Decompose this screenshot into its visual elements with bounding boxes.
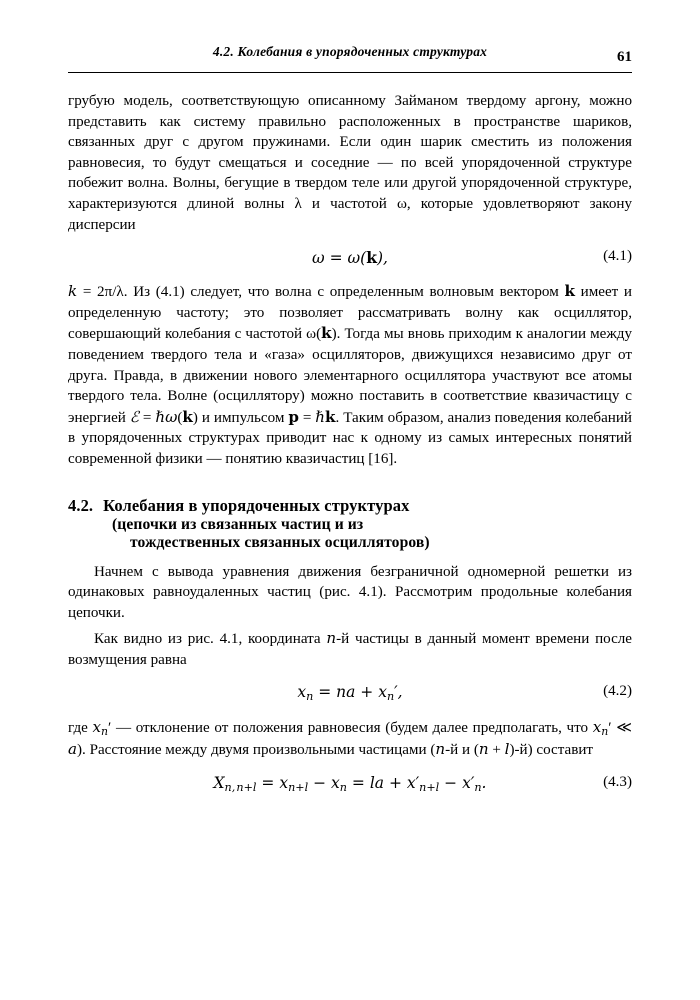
equation-4-1 xyxy=(68,248,632,268)
equation-4-3-number: (4.3) xyxy=(603,774,632,791)
paragraph-4: Как видно из рис. 4.1, координата n-й частицы в данный момент времени после возмущения равна xyxy=(68,629,632,668)
paragraph-3: Начнем с вывода уравнения движения безграничной одномерной решетки из одинаковых равноудаленных частиц (рис. 4.1). Рассмотрим продольные колебания цепочки. xyxy=(68,563,632,621)
equation-4-1-number: (4.1) xyxy=(603,248,632,265)
section-title: Колебания в упорядоченных структурах xyxy=(103,495,410,515)
section-number: 4.2. xyxy=(68,495,94,515)
page-number: 61 xyxy=(617,49,632,65)
equation-4-3 xyxy=(68,774,632,794)
equation-4-2 xyxy=(68,683,632,703)
equation-4-2-number: (4.2) xyxy=(603,683,632,700)
section-heading xyxy=(68,496,632,552)
running-title: 4.2. Колебания в упорядоченных структурах xyxy=(212,44,488,59)
paragraph-1: грубую модель, соответствующую описанному Займаном твердому аргону, можно представить как систему правильно расположенных в пространстве шариков, связанных друг с другом пружинами. Если один шарик сместить из положения равновесия, то будут смещаться и соседние — по всей упорядоченной структуре побежит волна. Волны, бегущие в твердом теле или другой упорядоченной структуре, характеризуются длиной волны λ и частотой ω, которые удовлетворяют закону дисперсии xyxy=(68,93,632,233)
paragraph-2: k = 2π/λ. Из (4.1) следует, что волна с определенным волновым вектором k имеет и определенную частоту; это позволяет рассматривать волну как осциллятор, совершающий колебания с частотой ω(k). Тогда мы вновь приходим к аналогии между поведением твердого тела и «газа» осцилляторов, движущихся независимо друг от друга. Правда, в движении нового элементарного осциллятора участвуют все атомы твердого тела. Волне (осциллятору) можно поставить в соответствие квазичастицу с энергией ℰ = ℏω(k) и импульсом p = ℏk. Таким образом, анализ поведения колебаний в упорядоченных структурах приводит нас к одному из самых интересных понятий современной физики — понятию квазичастиц [16]. xyxy=(68,282,633,467)
equation-4-2-body: $x_n$ = na + $x_n'$, xyxy=(297,683,403,704)
equation-4-3-body: $X_{n, n+l} = x_{n+l} - x_n$ = la + $x'_{n+l} - x'_n$. xyxy=(213,774,487,795)
section-heading-line-2: (цепочки из связанных частиц и из xyxy=(112,515,364,533)
page-header xyxy=(68,44,632,66)
equation-4-1-body: ω = ω(k), xyxy=(312,248,388,268)
section-heading-line-1 xyxy=(68,496,632,516)
paragraph-5: где $x_n'$ — отклонение от положения равновесия (будем далее предполагать, что $x_n'$ ≪ a). Расстояние между двумя произвольными частицами (n-й и (n + l)-й) составит xyxy=(68,717,632,759)
section-heading-line-3: тождественных связанных осцилляторов) xyxy=(130,533,430,551)
header-divider xyxy=(68,72,632,73)
